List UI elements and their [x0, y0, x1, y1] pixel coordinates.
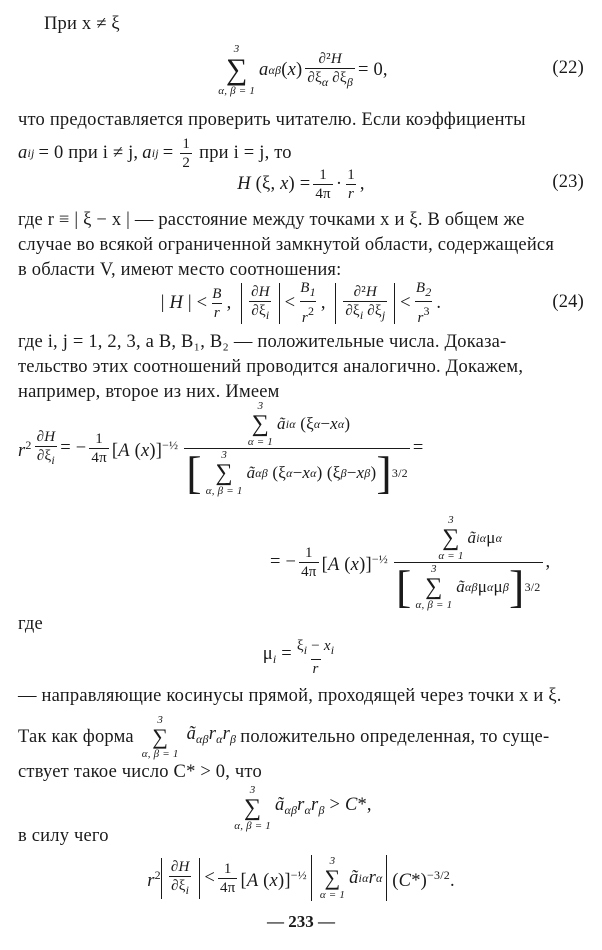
p2-line3: в области V, имеют место соотношения: [18, 260, 342, 280]
p2-line1: где r ≡ | ξ − x | — расстояние между точками x и ξ. В общем же [18, 210, 525, 230]
where-label: где [18, 614, 43, 634]
p3-line3: например, второе из них. Имеем [18, 382, 280, 402]
paragraph-6: в силу чего [18, 826, 109, 846]
p1-line2: a ij = 0 при i ≠ j, a ij = $\frac{1}{2}$ при i = j, то [18, 136, 292, 171]
derivation-line-2: = − $\frac{1}{4\pi}$ [A (x)]$^{-\frac{1}{2}}$ 3 ∑ α = 1 ã iα μ α [ 3 ∑ α, β = 1 ã αβ μ α μ β ] 3/2 , [270, 513, 551, 612]
eq23-label: (23) [552, 172, 584, 192]
equation-23: H (ξ, x ) = $\frac{1}{4\pi}$ · $\frac{1}{r}$ , (23) [237, 166, 584, 202]
eq24-label: (24) [552, 292, 584, 312]
equation-final: $r^2$ $\frac{\partial H}{\partial\xi_i}$ < $\frac{1}{4\pi}$ [A (x)]$^{-\frac{1}{2}}$ 3 ∑ α = 1 ã iα r α $(C*)^{-3/2}$. [147, 855, 455, 901]
p3-line2: тельство этих соотношений проводится аналогично. Докажем, [18, 357, 524, 377]
p5-line1: Так как форма 3 ∑ α, β = 1 $ã_{\alpha\beta}r_\alpha r_\beta$ положительно определенная, то суще- [18, 714, 550, 760]
p2-line2: случае во всякой ограниченной замкнутой области, содержащейся [18, 235, 555, 255]
paragraph-5 [18, 714, 584, 785]
intro-text: При x ≠ ξ [44, 14, 120, 34]
page-number: — 233 — [267, 912, 335, 931]
paragraph-4 [18, 684, 584, 709]
eq22-label: (22) [552, 58, 584, 78]
p4-line: — направляющие косинусы прямой, проходящей через точки x и ξ. [18, 686, 562, 706]
paragraph-2 [18, 208, 584, 283]
equation-22: 3 ∑ α, β = 1 a αβ ( x ) $\frac{\text{∂²H}}{\partial\xi_\alpha \partial\xi_\beta}$ = 0, (22) [218, 43, 584, 97]
equation-mu: $\mu_i$ = $\frac{\xi_i - x_i}{r}$ [262, 637, 335, 677]
equation-24: | H | < $\frac{B}{r}$ , $\frac{\partial H}{\partial\xi_i}$ < $\frac{B_1}{r^2}$ , $\frac{\text{∂²H}}{\partial\xi_i \partial\xi_j}$ < $\frac{B_2}{r^3}$ . (24) [160, 280, 584, 326]
p1-line1: что предоставляется проверить читателю. Если коэффициенты [18, 110, 526, 130]
derivation-line-1: $r^2$ $\frac{\partial H}{\partial\xi_i}$ = − $\frac{1}{4\pi}$ [A (x)]$^{-\frac{1}{2}}$ 3 ∑ α = 1 ã iα (ξ α − x α ) [ 3 ∑ α, β = 1 ã αβ (ξ α − x α ) (ξ β − x β ) ] 3/2 = [18, 399, 424, 498]
equation-cstar: 3 ∑ α, β = 1 $ã_{\alpha\beta}r_\alpha r_\beta > C*$, [234, 784, 372, 832]
p3-line1: где i, j = 1, 2, 3, а B, B₁, B₂ — положительные числа. Доказа- [18, 332, 507, 352]
p5-line2: ствует такое число C* > 0, что [18, 762, 262, 782]
